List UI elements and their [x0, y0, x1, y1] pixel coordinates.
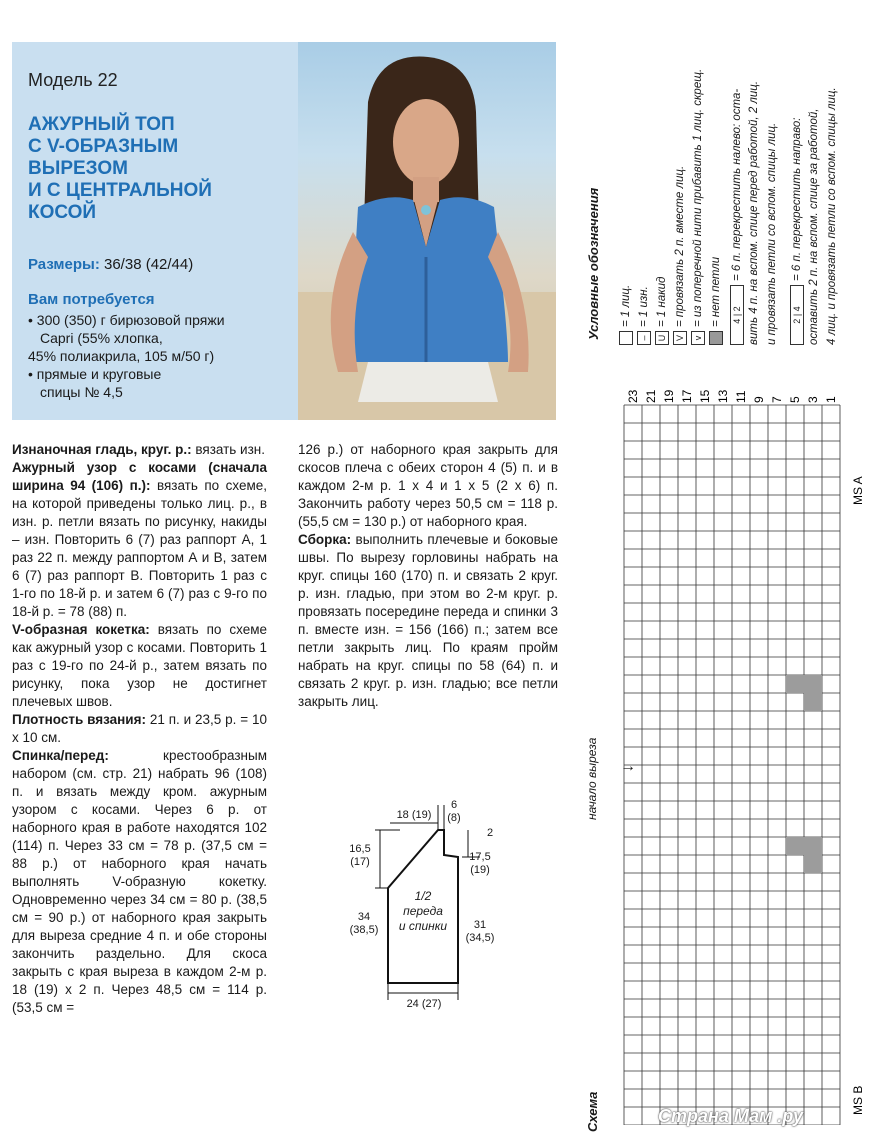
no-stitch-cell [786, 675, 804, 693]
legend-text: = из поперечной нити прибавить 1 лиц. скрещ. [692, 68, 705, 327]
legend-text: = 6 п. перекрестить направо: [791, 117, 804, 281]
dim-value: 6 [450, 799, 458, 811]
legend-text: = 1 накид [656, 276, 669, 327]
row-number: 3 [806, 396, 820, 403]
no-stitch-cell [786, 837, 804, 855]
dim-value: (34,5) [465, 932, 495, 944]
materials-item: • прямые и круговые [28, 366, 162, 382]
neck-start-label: начало выреза [585, 737, 599, 820]
paragraph [12, 441, 267, 459]
text: вязать по схеме как ажурный узор с косами. Повторить 1 раз с 19-го по 24-й р., затем вязать по рисунку, пока узор не достигнет плечевых швов. [12, 622, 268, 709]
legend-item [691, 69, 705, 345]
sizes-label: Размеры: [28, 256, 100, 273]
dim-left-lower [342, 911, 386, 937]
text: крестообразным набором (см. стр. 21) набрать 96 (108) п. и вязать между кром. ажурным узором с косами. Через 6 р. от наборного края в работе находятся 102 (114) п. Через 33 см = 78 р. (37,5 см = 88 р.) от наборного края начать выполнять V-образную кокетку. Одновременно через 34 см = 80 р. (38,5 см = 90 р.) от наборного края закрыть для выреза средние 4 п. и обе стороны закончить раздельно. Для скоса закрыть с края выреза в каждом 2-м р. 18 (19) х 2 п. Через 48,5 см = 114 р. (53,5 см = [12, 748, 267, 1015]
text: вязать изн. [191, 442, 265, 457]
dim-value: (38,5) [349, 924, 379, 936]
dim-value: (8) [447, 812, 461, 824]
paragraph [12, 459, 267, 621]
text: 21 п. и 23,5 р. = 10 х 10 см. [12, 712, 267, 745]
legend-line: и провязать петли со вспом. спицы лиц. [766, 122, 778, 345]
term: Спинка/перед: [12, 748, 109, 763]
no-stitch-cell [804, 693, 822, 711]
page-title [28, 114, 288, 224]
materials-item: 45% полиакрила, 105 м/50 г) [28, 348, 215, 364]
watermark-logo: Страна Мам .ру [658, 1106, 803, 1126]
cable-right-symbol: 2 | 4 [790, 285, 804, 345]
pattern-caption [390, 889, 456, 934]
dim-left-upper [342, 843, 378, 869]
increase-symbol: v [691, 331, 705, 345]
materials-list [28, 311, 293, 401]
legend-text: = 1 изн. [638, 286, 651, 327]
dim-right-upper [460, 851, 500, 877]
materials-title: Вам потребуется [28, 291, 155, 308]
paragraph [298, 531, 558, 711]
legend-line: 4 лиц. и провязать петли со вспом. спицы лиц. [826, 87, 838, 345]
title-line: И С ЦЕНТРАЛЬНОЙ [28, 180, 212, 201]
instructions-middle [298, 441, 558, 711]
caption-line: и спинки [398, 919, 448, 933]
dim-value: 34 [357, 911, 371, 923]
row-number: 7 [770, 396, 784, 403]
legend-item [790, 118, 804, 345]
no-stitch-cell [804, 675, 822, 693]
dim-right-top: 2 [486, 827, 494, 839]
chart-grid [604, 385, 869, 1125]
dim-value: (17) [350, 856, 370, 868]
row-number: 11 [734, 390, 748, 403]
legend-item [709, 257, 723, 345]
title-line: КОСОЙ [28, 202, 97, 223]
row-number: 19 [662, 389, 676, 403]
row-number: 21 [644, 389, 658, 403]
dim-value: (19) [470, 864, 490, 876]
repeat-b-label: MS B [851, 1085, 865, 1115]
legend-text: = 1 лиц. [620, 284, 633, 327]
model-label: Модель 22 [28, 70, 118, 90]
legend-text: = нет петли [710, 256, 723, 327]
term: Сборка: [298, 532, 352, 547]
dim-value: 17,5 [469, 851, 491, 863]
legend-title-wrap [586, 180, 606, 345]
dim-top-right [442, 799, 466, 825]
legend-line: вить 4 п. на вспом. спице перед работой, 2 лиц. [748, 80, 760, 345]
term: V-образная кокетка: [12, 622, 150, 637]
cable-left-symbol: 4 | 2 [730, 285, 744, 345]
row-number: 5 [788, 396, 802, 403]
materials-item: спицы № 4,5 [40, 384, 123, 400]
dim-right-lower [460, 919, 500, 945]
knit-symbol [619, 331, 633, 345]
title-line: С V-ОБРАЗНЫМ [28, 136, 179, 157]
legend-text: = провязать 2 п. вместе лиц. [674, 165, 687, 327]
legend-line: оставить 2 п. на вспом. спице за работой, [808, 108, 820, 345]
chart-title: Схема [585, 1091, 600, 1132]
no-stitch-cell [804, 837, 822, 855]
no-stitch-symbol [709, 331, 723, 345]
legend-item [655, 277, 669, 345]
row-number: 15 [698, 389, 712, 403]
text: вязать по схеме, на которой приведены только лиц. р., в изн. р. петли вязать по рисунку, накиды – изн. Повторить 6 (7) раз раппорт А, 1 раз 22 п. между раппортом А и В, затем 6 (7) раз раппорт В. Повторить 1 раз с 1-го по 18-й р. и затем 6 (7) раз с 9-го по 18-й р. = 78 (88) п. [12, 478, 267, 619]
row-number: 17 [680, 389, 694, 403]
dim-top: 18 (19) [396, 809, 432, 821]
paragraph [12, 747, 267, 1017]
dim-bottom: 24 (27) [406, 998, 442, 1010]
legend-text: = 6 п. перекрестить налево: оста- [731, 88, 744, 281]
pattern-diagram [340, 795, 540, 1025]
k2tog-symbol: V [673, 331, 687, 345]
paragraph [12, 621, 267, 711]
purl-symbol: – [637, 331, 651, 345]
dim-value: 16,5 [349, 843, 371, 855]
caption-line: переда [403, 904, 443, 918]
legend-item [637, 286, 651, 345]
legend-title: Условные обозначения [586, 187, 601, 340]
legend-item [619, 285, 633, 345]
title-line: ВЫРЕЗОМ [28, 158, 128, 179]
text: 126 р.) от наборного края закрыть для скосов плеча с обеих сторон 4 (5) п. и в каждом 2-м р. 1 х 4 и 1 х 5 (2 х 6) п. Закончить работу через 50,5 см = 118 р. (55,5 см = 130 р.) от наборного края. [298, 442, 558, 529]
photo-illustration [298, 42, 556, 420]
instructions-left [12, 441, 267, 1017]
term: Изнаночная гладь, круг. р.: [12, 442, 192, 457]
paragraph [12, 711, 267, 747]
neck-arrow: → [620, 758, 636, 775]
caption-line: 1/2 [414, 889, 432, 903]
materials-item: Capri (55% хлопка, [40, 330, 163, 346]
row-number: 9 [752, 396, 766, 403]
row-number: 1 [824, 396, 838, 403]
dim-value: 31 [473, 919, 487, 931]
materials-item: • 300 (350) г бирюзовой пряжи [28, 312, 225, 328]
term: Ажурный узор с косами (сначала ширина 94 (106) п.): [12, 460, 267, 493]
sizes-value: 36/38 (42/44) [99, 256, 194, 273]
title-line: АЖУРНЫЙ ТОП [28, 114, 175, 135]
row-number: 23 [626, 389, 640, 403]
term: Плотность вязания: [12, 712, 146, 727]
legend-item [730, 89, 744, 345]
text: выполнить плечевые и боковые швы. По вырезу горловины набрать на круг. спицы 160 (170) п. и связать 2 круг. р. изн. гладью, при этом во 2-м круг. р. провязать посередине переда и спинки 3 п. вместе изн. = 156 (166) п.; затем все петли закрыть лиц. По краям пройм набрать на круг. спицы по 58 (64) п. и связать 2 круг. р. изн. гладью; все петли закрыть лиц. [298, 532, 558, 709]
model-photo [298, 42, 556, 420]
paragraph [298, 441, 558, 531]
repeat-a-label: MS A [851, 476, 865, 505]
sizes [28, 256, 193, 273]
row-number: 13 [716, 389, 730, 403]
no-stitch-cell [804, 855, 822, 873]
legend-item [673, 166, 687, 345]
knitting-chart [604, 385, 869, 1125]
yarn-over-symbol: U [655, 331, 669, 345]
